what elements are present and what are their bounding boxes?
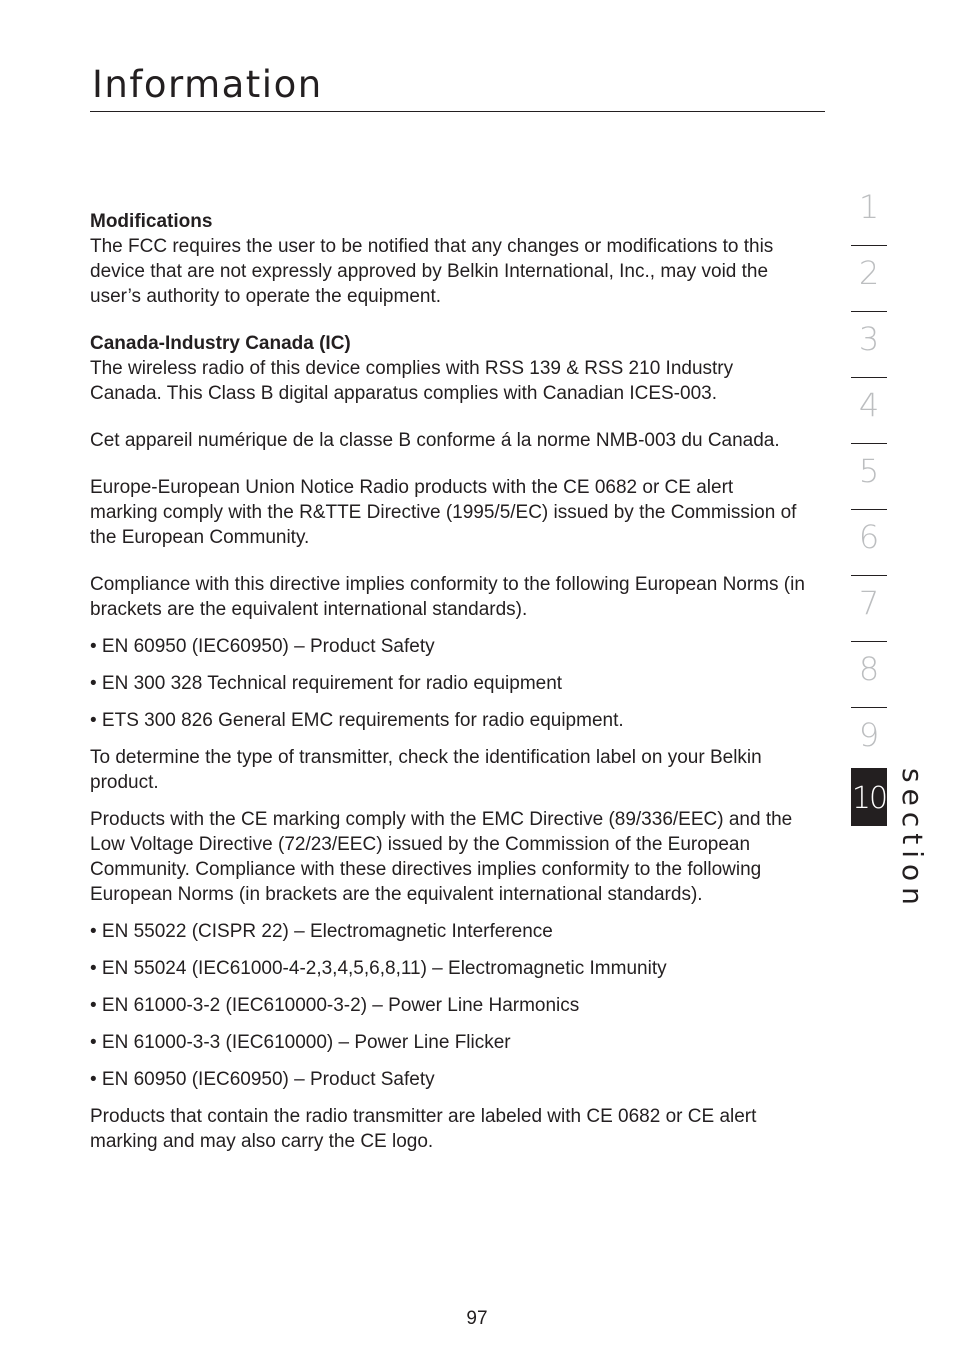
- section-label: section: [896, 768, 929, 911]
- page-title: Information: [92, 63, 323, 106]
- main-content: [90, 209, 805, 1154]
- list-item: • EN 61000-3-2 (IEC610000-3-2) – Power Line Harmonics: [90, 995, 580, 1016]
- list-item: • EN 55022 (CISPR 22) – Electromagnetic Interference: [90, 921, 553, 942]
- closing-text: Products that contain the radio transmitter are labeled with CE 0682 or CE alert marking and may also carry the CE logo.: [90, 1106, 757, 1152]
- ce-marking-text: Products with the CE marking comply with the EMC Directive (89/336/EEC) and the Low Voltage Directive (72/23/EEC) issued by the Commission of the European Community. Compliance with these directives implies conformity to the following European Norms (in brackets are the equivalent international standards).: [90, 809, 793, 905]
- section-nav-item-3[interactable]: 3: [851, 312, 887, 378]
- section-nav-item-2[interactable]: 2: [851, 246, 887, 312]
- canada-heading: Canada-Industry Canada (IC): [90, 333, 351, 354]
- canada-text: The wireless radio of this device complies with RSS 139 & RSS 210 Industry Canada. This Class B digital apparatus complies with Canadian ICES-003.: [90, 358, 734, 404]
- list-item: • EN 300 328 Technical requirement for radio equipment: [90, 673, 563, 694]
- canada-french-text: Cet appareil numérique de la classe B conforme á la norme NMB-003 du Canada.: [90, 430, 780, 451]
- modifications-text: The FCC requires the user to be notified that any changes or modifications to this device that are not expressly approved by Belkin International, Inc., may void the user’s authority to operate the equipment.: [90, 236, 774, 307]
- title-divider: [90, 111, 825, 112]
- page-number: 97: [466, 1308, 488, 1329]
- section-nav-item-10-active[interactable]: 10: [851, 768, 887, 826]
- transmitter-text: To determine the type of transmitter, check the identification label on your Belkin product.: [90, 747, 762, 793]
- section-nav-item-5[interactable]: 5: [851, 444, 887, 510]
- europe-notice: Europe-European Union Notice Radio products with the CE 0682 or CE alert marking comply with the R&TTE Directive (1995/5/EC) issued by the Commission of the European Community.: [90, 477, 797, 548]
- list-item: • EN 60950 (IEC60950) – Product Safety: [90, 636, 435, 657]
- section-nav-item-6[interactable]: 6: [851, 510, 887, 576]
- europe-compliance: Compliance with this directive implies conformity to the following European Norms (in brackets are the equivalent international standards).: [90, 574, 805, 620]
- section-nav-item-1[interactable]: 1: [851, 180, 887, 246]
- list-item: • EN 60950 (IEC60950) – Product Safety: [90, 1069, 435, 1090]
- section-nav-item-9[interactable]: 9: [858, 716, 880, 754]
- section-nav-item-7[interactable]: 7: [851, 576, 887, 642]
- list-item: • EN 55024 (IEC61000-4-2,3,4,5,6,8,11) – Electromagnetic Immunity: [90, 958, 667, 979]
- list-item: • EN 61000-3-3 (IEC610000) – Power Line Flicker: [90, 1032, 511, 1053]
- section-nav-item-8[interactable]: 8: [851, 642, 887, 708]
- list-item: • ETS 300 826 General EMC requirements for radio equipment.: [90, 710, 624, 731]
- modifications-heading: Modifications: [90, 211, 213, 232]
- section-nav-item-4[interactable]: 4: [851, 378, 887, 444]
